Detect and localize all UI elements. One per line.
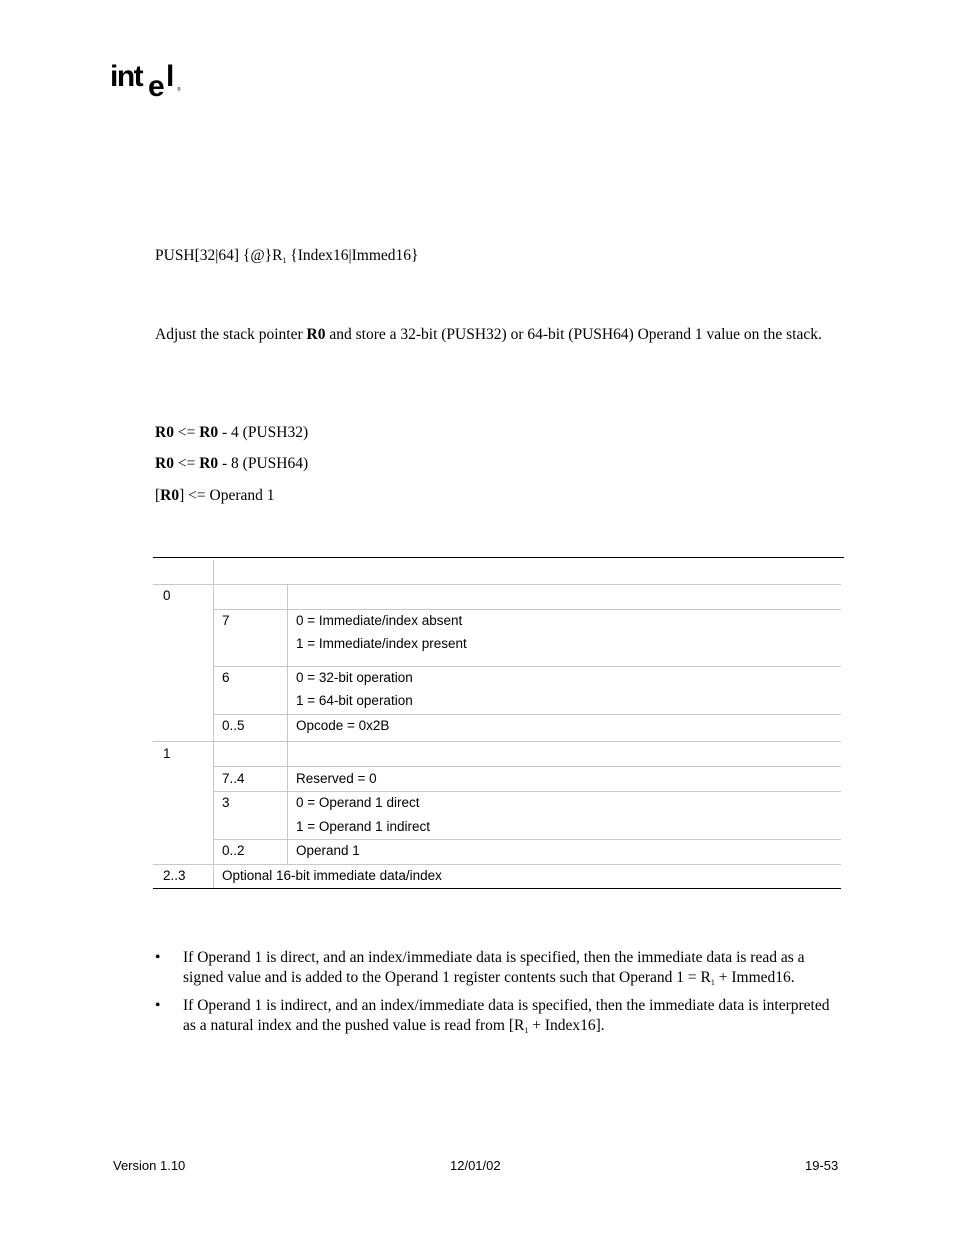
bit-6-desc-2: 1 = 64-bit operation	[296, 693, 413, 708]
row-divider	[213, 791, 841, 792]
bit-7-label: 7	[222, 613, 230, 628]
byte-1-label: 1	[163, 746, 171, 761]
row-divider	[213, 766, 841, 767]
svg-text:l: l	[166, 60, 175, 93]
byte-0-label: 0	[163, 588, 171, 603]
bits-7-4-label: 7..4	[222, 771, 245, 786]
svg-text:int: int	[110, 60, 143, 93]
bit-3-desc-2: 1 = Operand 1 indirect	[296, 819, 430, 834]
row-divider	[153, 741, 841, 742]
bits-0-2-label: 0..2	[222, 843, 245, 858]
bytes-2-3-label: 2..3	[163, 868, 186, 883]
instruction-description: Adjust the stack pointer R0 and store a 32-bit (PUSH32) or 64-bit (PUSH64) Operand 1 value on the stack.	[155, 326, 822, 343]
row-divider	[213, 609, 841, 610]
instruction-syntax: PUSH[32|64] $\{@\}R_1$ {Index16|Immed16}	[155, 247, 419, 265]
intel-logo	[110, 58, 190, 104]
bullet-icon: •	[155, 949, 161, 966]
bits-0-5-desc: Opcode = 0x2B	[296, 718, 390, 733]
column-divider	[287, 584, 288, 864]
column-divider	[213, 864, 214, 888]
row-divider	[213, 839, 841, 840]
footer-page-number: 19-53	[805, 1158, 839, 1173]
row-divider	[153, 584, 841, 585]
bit-6-desc-1: 0 = 32-bit operation	[296, 670, 413, 685]
bit-7-desc-1: 0 = Immediate/index absent	[296, 613, 463, 628]
operation-line-2: R0 <= R0 - 8 (PUSH64)	[155, 455, 309, 472]
svg-text:®: ®	[177, 87, 181, 93]
column-divider	[213, 560, 214, 864]
bullet-icon: •	[155, 997, 161, 1014]
bits-0-2-desc: Operand 1	[296, 843, 360, 858]
operation-line-3: [R0] <= Operand 1	[155, 487, 275, 504]
svg-text:e: e	[148, 70, 165, 103]
footer-date: 12/01/02	[450, 1158, 501, 1173]
bytes-2-3-desc: Optional 16-bit immediate data/index	[222, 868, 442, 883]
bit-6-label: 6	[222, 670, 230, 685]
bits-7-4-desc: Reserved = 0	[296, 771, 377, 786]
operation-line-1: R0 <= R0 - 4 (PUSH32)	[155, 424, 309, 441]
bit-7-desc-2: 1 = Immediate/index present	[296, 636, 467, 651]
row-divider	[153, 864, 841, 865]
row-divider	[213, 666, 841, 667]
bit-3-label: 3	[222, 795, 230, 810]
list-item: • If Operand 1 is direct, and an index/immediate data is specified, then the immediate data is read as a signed value and is added to the Operand 1 register contents such that Operand $1 = R_1$ + Immed16.	[155, 949, 805, 987]
description-notes	[155, 948, 845, 1044]
list-item: • If Operand 1 is indirect, and an index/immediate data is specified, then the immediate data is interpreted as a natural index and the pushed value is read from [$R_1$ + Index16].	[155, 997, 830, 1035]
bit-3-desc-1: 0 = Operand 1 direct	[296, 795, 420, 810]
row-divider	[213, 714, 841, 715]
bits-0-5-label: 0..5	[222, 718, 245, 733]
footer-version: Version 1.10	[113, 1158, 186, 1173]
table-bottom-rule	[153, 888, 841, 889]
table-top-rule	[153, 557, 844, 558]
